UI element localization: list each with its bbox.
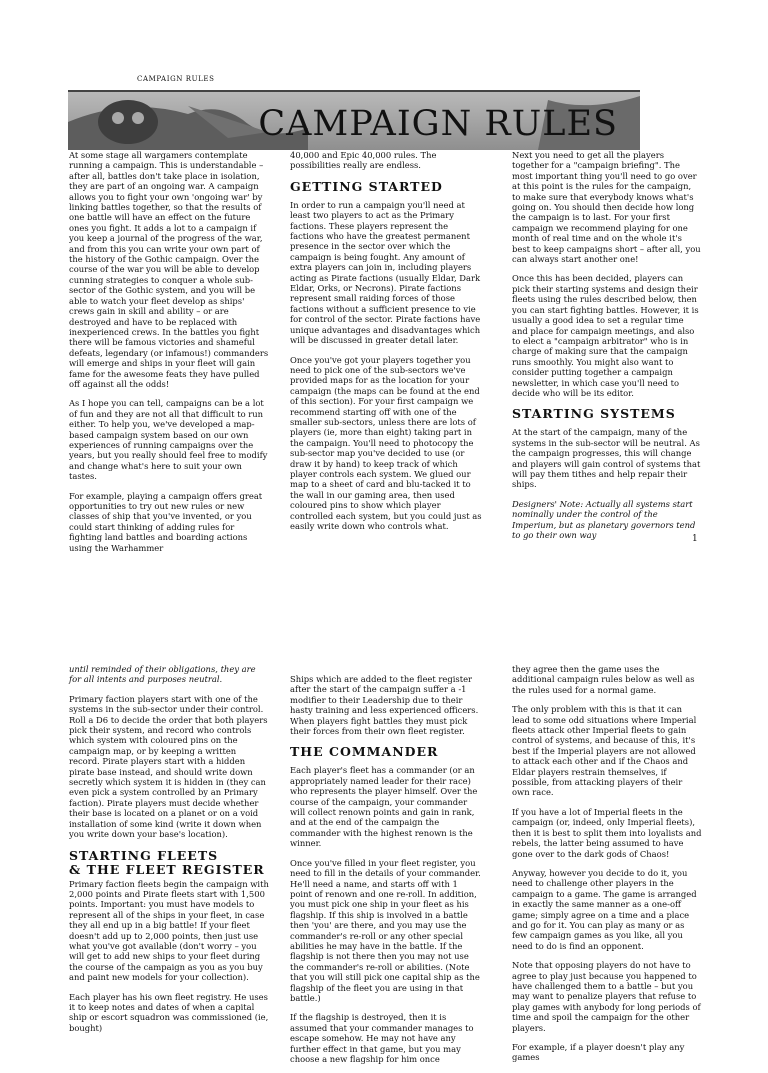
paragraph: Note that opposing players do not have to agree to play just because you happened to have challenged them to a battle – but you may want to penalize players that refuse to play games with anybody for long periods of time and spoil the campaign for the other players. [512, 960, 701, 1033]
page1-column-2 [290, 150, 482, 540]
section-heading: THE COMMANDER [290, 744, 439, 760]
paragraph: Next you need to get all the players together for a "campaign briefing". The most important thing you'll need to go over at this point is the rules for the campaign, to make sure that everybody knows what's going on. You should then decide how long the campaign is to last. For your first campaign we recommend playing for one month of real time and on the whole it's best to keep campaigns short – after all, you can always start another one! [512, 150, 701, 265]
paragraph: For example, playing a campaign offers great opportunities to try out new rules or new classes of ship that you've invented, or you could start thinking of adding rules for fighting land battles and boarding actions using the Warhammer [69, 490, 263, 553]
paragraph: 40,000 and Epic 40,000 rules. The possibilities really are endless. [290, 150, 437, 171]
paragraph: As I hope you can tell, campaigns can be a lot of fun and they are not all that difficult to run either. To help you, we've developed a map-based campaign system based on our own experiences of running campaigns over the years, but you really should feel free to modify and change what's here to suit your own tastes. [69, 398, 268, 482]
page1-column-1 [69, 150, 269, 562]
heading-line: & THE FLEET REGISTER [69, 861, 265, 877]
paragraph: If you have a lot of Imperial fleets in the campaign (or, indeed, only Imperial fleets), then it is best to split them into loyalists and rebels, the latter being assumed to have gone over to the dark gods of Chaos! [512, 806, 702, 859]
paragraph: Primary faction players start with one of the systems in the sub-sector under their control. Roll a D6 to decide the order that both players pick their system, and record who controls which system with coloured pins on the campaign map, or by keeping a written record. Pirate players start with a hidden pirate base instead, and should write down secretly which system it is hidden in (they can even pick a system controlled by an Primary faction). Pirate players must decide whether their base is located on a planet or on a void installation of some kind (write it down when you write down your base's location). [69, 693, 268, 840]
designers-note-continued: until reminded of their obligations, they are for all intents and purposes neutral. [69, 664, 256, 685]
paragraph: Once you've got your players together you need to pick one of the sub-sectors we've provided maps for as the location for your campaign (the maps can be found at the end of this section). For your first campaign we recommend starting off with one of the smaller sub-sectors, unless there are lots of players (ie, more than eight) taking part in the campaign. You'll need to photocopy the sub-sector map you've decided to use (or draw it by hand) to keep track of which player controls each system. We glued our map to a sheet of card and blu-tacked it to the wall in our gaming area, then used coloured pins to show which player controlled each system, but you could just as easily write down who controls what. [290, 354, 482, 531]
page2-column-2 [290, 674, 482, 1073]
title-banner [68, 90, 640, 150]
page-title: CAMPAIGN RULES [258, 104, 618, 144]
paragraph: At the start of the campaign, many of the systems in the sub-sector will be neutral. As the campaign progresses, this will change and players will gain control of systems that will pay them tithes and help repair their ships. [512, 427, 701, 490]
paragraph: Each player's fleet has a commander (or an appropriately named leader for their race) who represents the player himself. Over the course of the campaign, your commander will collect renown points and gain in rank, and at the end of the campaign the commander with the highest renown is the winner. [290, 765, 478, 849]
section-heading [69, 849, 269, 877]
page-number: 1 [692, 534, 698, 544]
section-heading: STARTING SYSTEMS [512, 406, 676, 422]
section-heading: GETTING STARTED [290, 178, 443, 194]
paragraph: For example, if a player doesn't play any games [512, 1042, 685, 1063]
running-head: CAMPAIGN RULES [137, 75, 215, 83]
designers-note: Designers' Note: Actually all systems start nominally under the control of the Imperium, but as planetary governors tend to go their own way [512, 498, 696, 540]
paragraph: At some stage all wargamers contemplate running a campaign. This is understandable – after all, battles don't take place in isolation, they are part of an ongoing war. A campaign allows you to fight your own 'ongoing war' by linking battles together, so that the results of one battle will have an effect on the future ones you fight. It adds a lot to a campaign if you keep a journal of the progress of the war, and from this you can write your own part of the history of the Gothic campaign. Over the course of the war you will be able to develop cunning strategies to conquer a whole sub-sector of the Gothic system, and you will be able to watch your fleet develop as ships' crews gain in skill and ability – or are destroyed and have to be replaced with inexperienced crews. In the battles you fight there will be famous victories and shameful defeats, legendary (or infamous!) commanders will emerge and ships in your fleet will gain fame for the awesome feats they have pulled off against all the odds! [69, 150, 269, 389]
page2-column-1 [69, 664, 269, 1042]
paragraph: Anyway, however you decide to do it, you need to challenge other players in the campaign to a game. The game is arranged in exactly the same manner as a one-off game; simply agree on a time and a place and go for it. You can play as many or as few campaign games as you like, all you need to do is find an opponent. [512, 867, 697, 951]
page1-column-3 [512, 150, 702, 549]
page2-column-3 [512, 664, 702, 1072]
paragraph: Ships which are added to the fleet register after the start of the campaign suffer a -1 modifier to their Leadership due to their hasty training and less experienced officers. When players fight battles they must pick their forces from their own fleet register. [290, 674, 479, 737]
paragraph: Each player has his own fleet registry. He uses it to keep notes and dates of when a capital ship or escort squadron was commissioned (ie, bought) [69, 991, 269, 1033]
paragraph: If the flagship is destroyed, then it is assumed that your commander manages to escape somehow. He may not have any further effect in that game, but you may choose a new flagship for him once [290, 1012, 474, 1064]
paragraph: Once this has been decided, players can pick their starting systems and design their fleets using the rules described below, then you can start fighting battles. However, it is usually a good idea to set a regular time and place for campaign meetings, and also to elect a "campaign arbitrator" who is in charge of making sure that the campaign runs smoothly. You might also want to consider putting together a campaign newsletter, in which case you'll need to decide who will be its editor. [512, 273, 699, 398]
paragraph: Primary faction fleets begin the campaign with 2,000 points and Pirate fleets start with 1,500 points. Important: you must have models to represent all of the ships in your fleet, in case they all end up in a big battle! If your fleet doesn't add up to 2,000 points, then just use what you've got available (don't worry – you will get to add new ships to your fleet during the course of the campaign as you as you buy and paint new models for your collection). [69, 878, 269, 983]
paragraph: they agree then the game uses the additional campaign rules below as well as the rules used for a normal game. [512, 664, 695, 695]
paragraph: In order to run a campaign you'll need at least two players to act as the Primary factions. These players represent the factions who have the greatest permanent presence in the sector over which the campaign is being fought. Any amount of extra players can join in, including players acting as Pirate factions (usually Eldar, Dark Eldar, Orks, or Necrons). Pirate factions represent small raiding forces of those factions without a sufficient presence to vie for control of the sector. Pirate factions have unique advantages and disadvantages which will be discussed in greater detail later. [290, 199, 481, 346]
heading-line: STARTING FLEETS [69, 847, 219, 863]
paragraph: The only problem with this is that it can lead to some odd situations where Imperial fleets attack other Imperial fleets to gain control of systems, and because of this, it's best if the Imperial players are not allowed to attack each other and if the Chaos and Eldar players restrain themselves, if possible, from attacking players of their own race. [512, 704, 697, 798]
paragraph: Once you've filled in your fleet register, you need to fill in the details of your commander. He'll need a name, and starts off with 1 point of renown and one re-roll. In addition, you must pick one ship in your fleet as his flagship. If this ship is involved in a battle then 'you' are there, and you may use the commander's re-roll or any other special abilities he may have in the battle. If the flagship is not there then you may not use the commander's re-roll or abilities. (Note that you will still pick one capital ship as the flagship of the fleet you are using in that battle.) [290, 857, 481, 1003]
